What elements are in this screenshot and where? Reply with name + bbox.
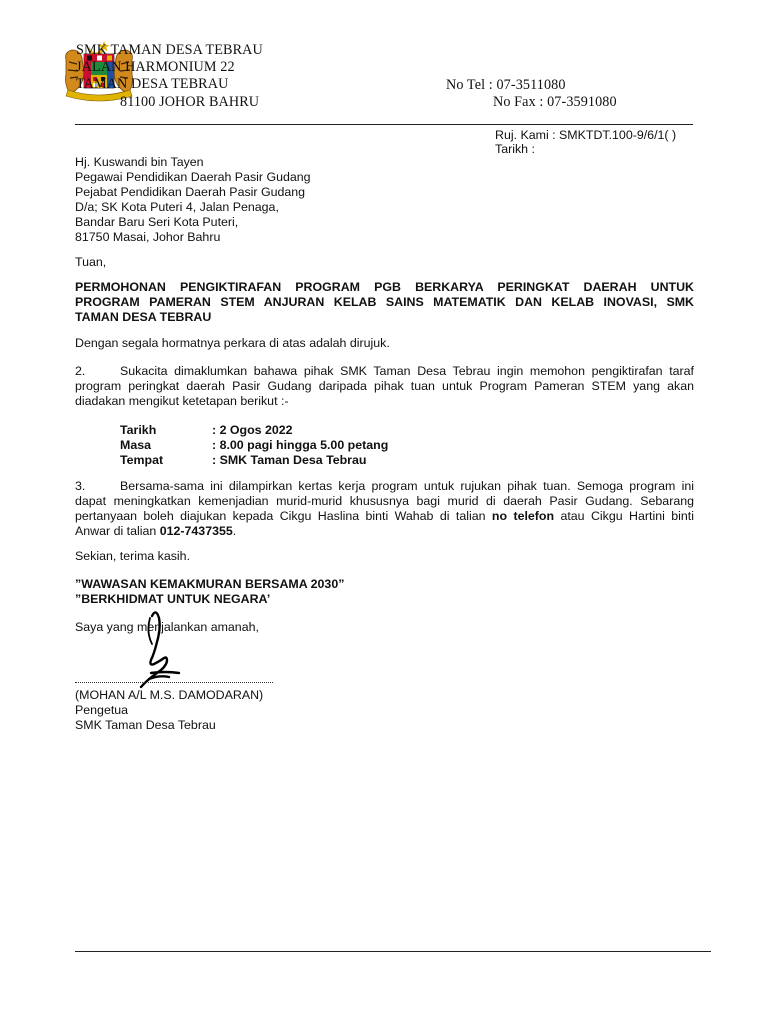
paragraph-text: dapat meningkatkan kemenjadian murid-murid khususnya bagi murid di daerah Pasir Gudang. Sebarang (75, 494, 694, 508)
detail-value: : 8.00 pagi hingga 5.00 petang (212, 438, 389, 452)
event-details (120, 423, 388, 468)
paragraph-text: Sukacita dimaklumkan bahawa pihak SMK Taman Desa Tebrau ingin memohon pengiktirafan taraf (120, 364, 694, 378)
paragraph-text: . (232, 524, 237, 538)
detail-value: : SMK Taman Desa Tebrau (212, 453, 367, 467)
detail-row (120, 453, 388, 468)
paragraph-text: atau Cikgu Hartini binti (554, 509, 694, 523)
recipient-line: D/a; SK Kota Puteri 4, Jalan Penaga, (75, 200, 279, 214)
detail-key: Tarikh (120, 423, 157, 437)
subject-line: TAMAN DESA TEBRAU (75, 310, 212, 324)
salutation: Tuan, (75, 255, 107, 269)
subject-line: PROGRAM PAMERAN STEM ANJURAN KELAB SAINS MATEMATIK DAN KELAB INOVASI, SMK (75, 295, 694, 309)
recipient-line: 81750 Masai, Johor Bahru (75, 230, 221, 244)
letter-subject (75, 280, 694, 325)
footer-divider (75, 951, 711, 952)
tel-number: No Tel : 07-3511080 (446, 77, 566, 93)
signatory-org: SMK Taman Desa Tebrau (75, 718, 216, 732)
paragraph-3 (75, 479, 694, 539)
detail-row (120, 423, 388, 438)
school-name: SMK TAMAN DESA TEBRAU (76, 42, 263, 58)
header-divider (75, 124, 693, 125)
school-city: 81100 JOHOR BAHRU (120, 94, 260, 110)
subject-line: PERMOHONAN PENGIKTIRAFAN PROGRAM PGB BERKARYA PERINGKAT DAERAH UNTUK (75, 280, 694, 294)
reference-number: Ruj. Kami : SMKTDT.100-9/6/1( ) (495, 128, 677, 142)
phone-number: 012-7437355 (159, 524, 233, 538)
motto-line: ”BERKHIDMAT UNTUK NEGARA’ (75, 592, 271, 606)
signature-icon (128, 608, 192, 700)
paragraph-text: program peringkat daerah Pasir Gudang daripada pihak tuan untuk Program Pameran STEM yang akan (75, 379, 694, 393)
signatory-title: Pengetua (75, 703, 129, 717)
detail-key: Tempat (120, 453, 164, 467)
motto-line: ”WAWASAN KEMAKMURAN BERSAMA 2030” (75, 577, 345, 591)
paragraph-number: 2. (75, 364, 86, 378)
signature-line (75, 682, 273, 683)
school-street: JALAN HARMONIUM 22 (76, 59, 235, 75)
paragraph-number: 3. (75, 479, 86, 493)
paragraph-2 (75, 364, 694, 409)
phone-label: no telefon (491, 509, 555, 523)
reference-date: Tarikh : (495, 142, 535, 156)
paragraph-text: pertanyaan boleh diajukan kepada Cikgu Haslina binti Wahab di talian (75, 509, 492, 523)
recipient-address (75, 155, 311, 245)
paragraph-text: Anwar di talian (75, 524, 160, 538)
recipient-line: Hj. Kuswandi bin Tayen (75, 155, 204, 169)
signatory-name: (MOHAN A/L M.S. DAMODARAN) (75, 688, 264, 702)
detail-key: Masa (120, 438, 151, 452)
recipient-line: Pegawai Pendidikan Daerah Pasir Gudang (75, 170, 311, 184)
recipient-line: Pejabat Pendidikan Daerah Pasir Gudang (75, 185, 306, 199)
closing-line: Sekian, terima kasih. (75, 549, 191, 563)
paragraph-text: diadakan mengikut ketetapan berikut :- (75, 394, 289, 408)
school-area: TAMAN DESA TEBRAU (76, 76, 229, 92)
signatory-block (75, 688, 263, 733)
opening-line: Dengan segala hormatnya perkara di atas adalah dirujuk. (75, 336, 390, 350)
mottos (75, 577, 344, 607)
paragraph-text: Bersama-sama ini dilampirkan kertas kerja program untuk rujukan pihak tuan. Semoga program ini (120, 479, 694, 493)
signoff-line: Saya yang menjalankan amanah, (75, 620, 259, 634)
fax-number: No Fax : 07-3591080 (493, 94, 617, 110)
detail-row (120, 438, 388, 453)
recipient-line: Bandar Baru Seri Kota Puteri, (75, 215, 239, 229)
detail-value: : 2 Ogos 2022 (212, 423, 293, 437)
